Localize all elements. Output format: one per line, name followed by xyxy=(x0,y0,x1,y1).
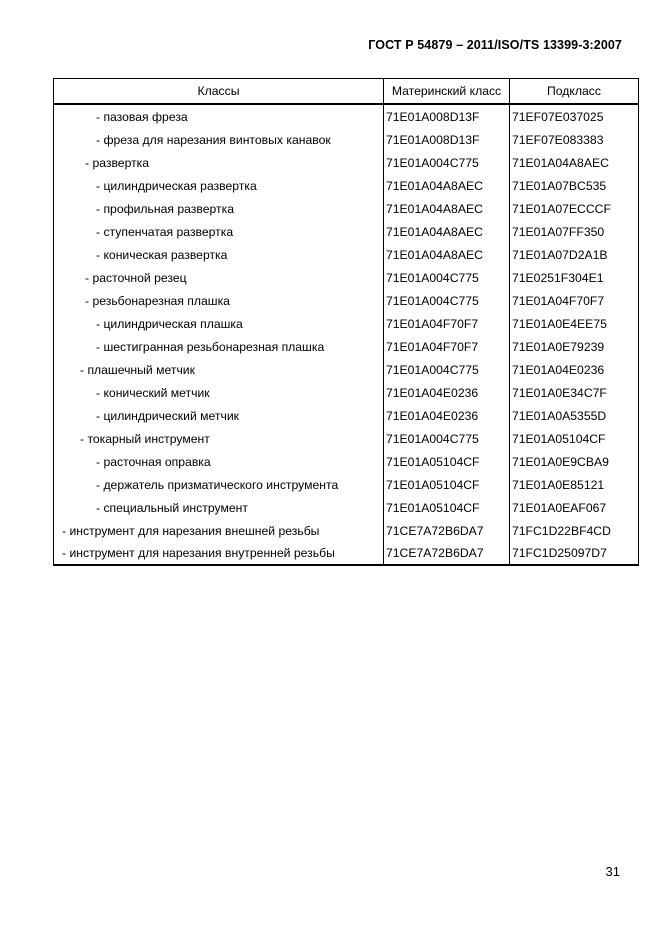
class-name-cell: - пазовая фреза xyxy=(54,104,384,128)
parent-class-cell: 71E01A04E0236 xyxy=(384,381,510,404)
subclass-cell: 71E01A0A5355D xyxy=(510,404,639,427)
table-row xyxy=(54,358,639,381)
table-row xyxy=(54,289,639,312)
parent-class-cell: 71E01A04A8AEC xyxy=(384,174,510,197)
subclass-cell: 71E01A07ECCCF xyxy=(510,197,639,220)
parent-class-cell: 71E01A05104CF xyxy=(384,473,510,496)
table-row xyxy=(54,104,639,128)
parent-class-cell: 71E01A004C775 xyxy=(384,358,510,381)
column-header-parent-class: Материнский класс xyxy=(384,79,510,105)
subclass-cell: 71EF07E083383 xyxy=(510,128,639,151)
class-name-cell: - ступенчатая развертка xyxy=(54,220,384,243)
class-name-cell: - цилиндрическая развертка xyxy=(54,174,384,197)
subclass-cell: 71E0251F304E1 xyxy=(510,266,639,289)
class-name-cell: - расточной резец xyxy=(54,266,384,289)
subclass-cell: 71E01A0E34C7F xyxy=(510,381,639,404)
class-name-cell: - плашечный метчик xyxy=(54,358,384,381)
parent-class-cell: 71E01A04A8AEC xyxy=(384,243,510,266)
class-name-cell: - коническая развертка xyxy=(54,243,384,266)
subclass-cell: 71FC1D22BF4CD xyxy=(510,519,639,542)
class-name-cell: - цилиндрическая плашка xyxy=(54,312,384,335)
subclass-cell: 71E01A07BC535 xyxy=(510,174,639,197)
parent-class-cell: 71E01A004C775 xyxy=(384,289,510,312)
table-row xyxy=(54,473,639,496)
table-row xyxy=(54,174,639,197)
page-number: 31 xyxy=(605,864,620,879)
class-name-cell: - фреза для нарезания винтовых канавок xyxy=(54,128,384,151)
subclass-cell: 71E01A07D2A1B xyxy=(510,243,639,266)
table-row xyxy=(54,519,639,542)
classes-table xyxy=(53,78,639,566)
subclass-cell: 71E01A04F70F7 xyxy=(510,289,639,312)
table-row xyxy=(54,312,639,335)
subclass-cell: 71E01A0E9CBA9 xyxy=(510,450,639,473)
class-name-cell: - держатель призматического инструмента xyxy=(54,473,384,496)
parent-class-cell: 71E01A04F70F7 xyxy=(384,335,510,358)
table-row xyxy=(54,450,639,473)
table-row xyxy=(54,496,639,519)
parent-class-cell: 71E01A004C775 xyxy=(384,266,510,289)
subclass-cell: 71E01A05104CF xyxy=(510,427,639,450)
parent-class-cell: 71CE7A72B6DA7 xyxy=(384,519,510,542)
class-name-cell: - конический метчик xyxy=(54,381,384,404)
class-name-cell: - расточная оправка xyxy=(54,450,384,473)
class-name-cell: - цилиндрический метчик xyxy=(54,404,384,427)
class-name-cell: - инструмент для нарезания внешней резьбы xyxy=(54,519,384,542)
column-header-subclass: Подкласс xyxy=(510,79,639,105)
subclass-cell: 71E01A0EAF067 xyxy=(510,496,639,519)
table-row xyxy=(54,381,639,404)
table-header xyxy=(54,79,639,105)
subclass-cell: 71E01A07FF350 xyxy=(510,220,639,243)
subclass-cell: 71E01A0E4EE75 xyxy=(510,312,639,335)
parent-class-cell: 71CE7A72B6DA7 xyxy=(384,542,510,565)
parent-class-cell: 71E01A008D13F xyxy=(384,104,510,128)
class-name-cell: - профильная развертка xyxy=(54,197,384,220)
header-row xyxy=(54,79,639,105)
table-row xyxy=(54,128,639,151)
table-row xyxy=(54,197,639,220)
class-name-cell: - развертка xyxy=(54,151,384,174)
parent-class-cell: 71E01A04E0236 xyxy=(384,404,510,427)
subclass-cell: 71E01A0E85121 xyxy=(510,473,639,496)
table-row xyxy=(54,243,639,266)
class-name-cell: - специальный инструмент xyxy=(54,496,384,519)
table-row xyxy=(54,220,639,243)
parent-class-cell: 71E01A04F70F7 xyxy=(384,312,510,335)
table-row xyxy=(54,404,639,427)
subclass-cell: 71E01A04A8AEC xyxy=(510,151,639,174)
subclass-cell: 71E01A0E79239 xyxy=(510,335,639,358)
table-body xyxy=(54,104,639,565)
table-row xyxy=(54,266,639,289)
class-name-cell: - резьбонарезная плашка xyxy=(54,289,384,312)
table-row xyxy=(54,335,639,358)
subclass-cell: 71E01A04E0236 xyxy=(510,358,639,381)
subclass-cell: 71FC1D25097D7 xyxy=(510,542,639,565)
parent-class-cell: 71E01A05104CF xyxy=(384,450,510,473)
column-header-classes: Классы xyxy=(54,79,384,105)
class-name-cell: - инструмент для нарезания внутренней резьбы xyxy=(54,542,384,565)
parent-class-cell: 71E01A004C775 xyxy=(384,151,510,174)
subclass-cell: 71EF07E037025 xyxy=(510,104,639,128)
table-row xyxy=(54,542,639,565)
class-name-cell: - токарный инструмент xyxy=(54,427,384,450)
parent-class-cell: 71E01A004C775 xyxy=(384,427,510,450)
parent-class-cell: 71E01A04A8AEC xyxy=(384,197,510,220)
table-row xyxy=(54,151,639,174)
document-header: ГОСТ Р 54879 – 2011/ISO/TS 13399-3:2007 xyxy=(368,38,622,52)
table-row xyxy=(54,427,639,450)
class-name-cell: - шестигранная резьбонарезная плашка xyxy=(54,335,384,358)
parent-class-cell: 71E01A04A8AEC xyxy=(384,220,510,243)
parent-class-cell: 71E01A05104CF xyxy=(384,496,510,519)
parent-class-cell: 71E01A008D13F xyxy=(384,128,510,151)
